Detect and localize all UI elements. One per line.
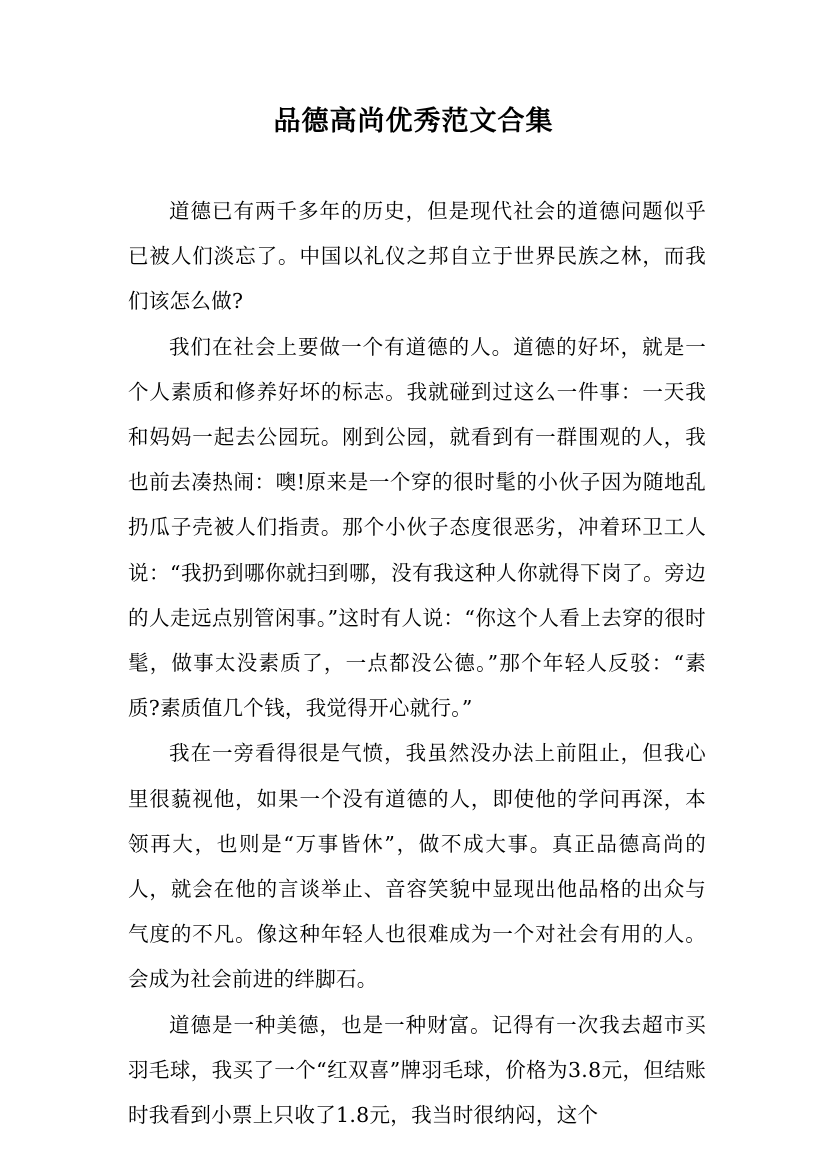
paragraph: 我在一旁看得很是气愤，我虽然没办法上前阻止，但我心里很藐视他，如果一个没有道德的人，即使他的学问再深，本领再大，也则是“万事皆休”，做不成大事。真正品德高尚的人，就会在他的言谈举止、音容笑貌中显现出他品格的出众与气度的不凡。像这种年轻人也很难成为一个对社会有用的人。会成为社会前进的绊脚石。	[128, 741, 706, 992]
paragraph: 我们在社会上要做一个有道德的人。道德的好坏，就是一个人素质和修养好坏的标志。我就碰到过这么一件事：一天我和妈妈一起去公园玩。刚到公园，就看到有一群围观的人，我也前去凑热闹：噢!原来是一个穿的很时髦的小伙子因为随地乱扔瓜子壳被人们指责。那个小伙子态度很恶劣，冲着环卫工人说：“我扔到哪你就扫到哪，没有我这种人你就得下岗了。旁边的人走远点别管闲事。”这时有人说：“你这个人看上去穿的很时髦，做事太没素质了，一点都没公德。”那个年轻人反驳：“素质?素质值几个钱，我觉得开心就行。”	[128, 334, 706, 721]
document-body	[128, 189, 706, 1138]
paragraph: 道德已有两千多年的历史，但是现代社会的道德问题似乎已被人们淡忘了。中国以礼仪之邦自立于世界民族之林，而我们该怎么做?	[128, 199, 706, 314]
paragraph: 道德是一种美德，也是一种财富。记得有一次我去超市买羽毛球，我买了一个“红双喜”牌羽毛球，价格为3.8元，但结账时我看到小票上只收了1.8元，我当时很纳闷，这个	[128, 1012, 706, 1128]
document-title: 品德高尚优秀范文合集	[273, 106, 554, 137]
